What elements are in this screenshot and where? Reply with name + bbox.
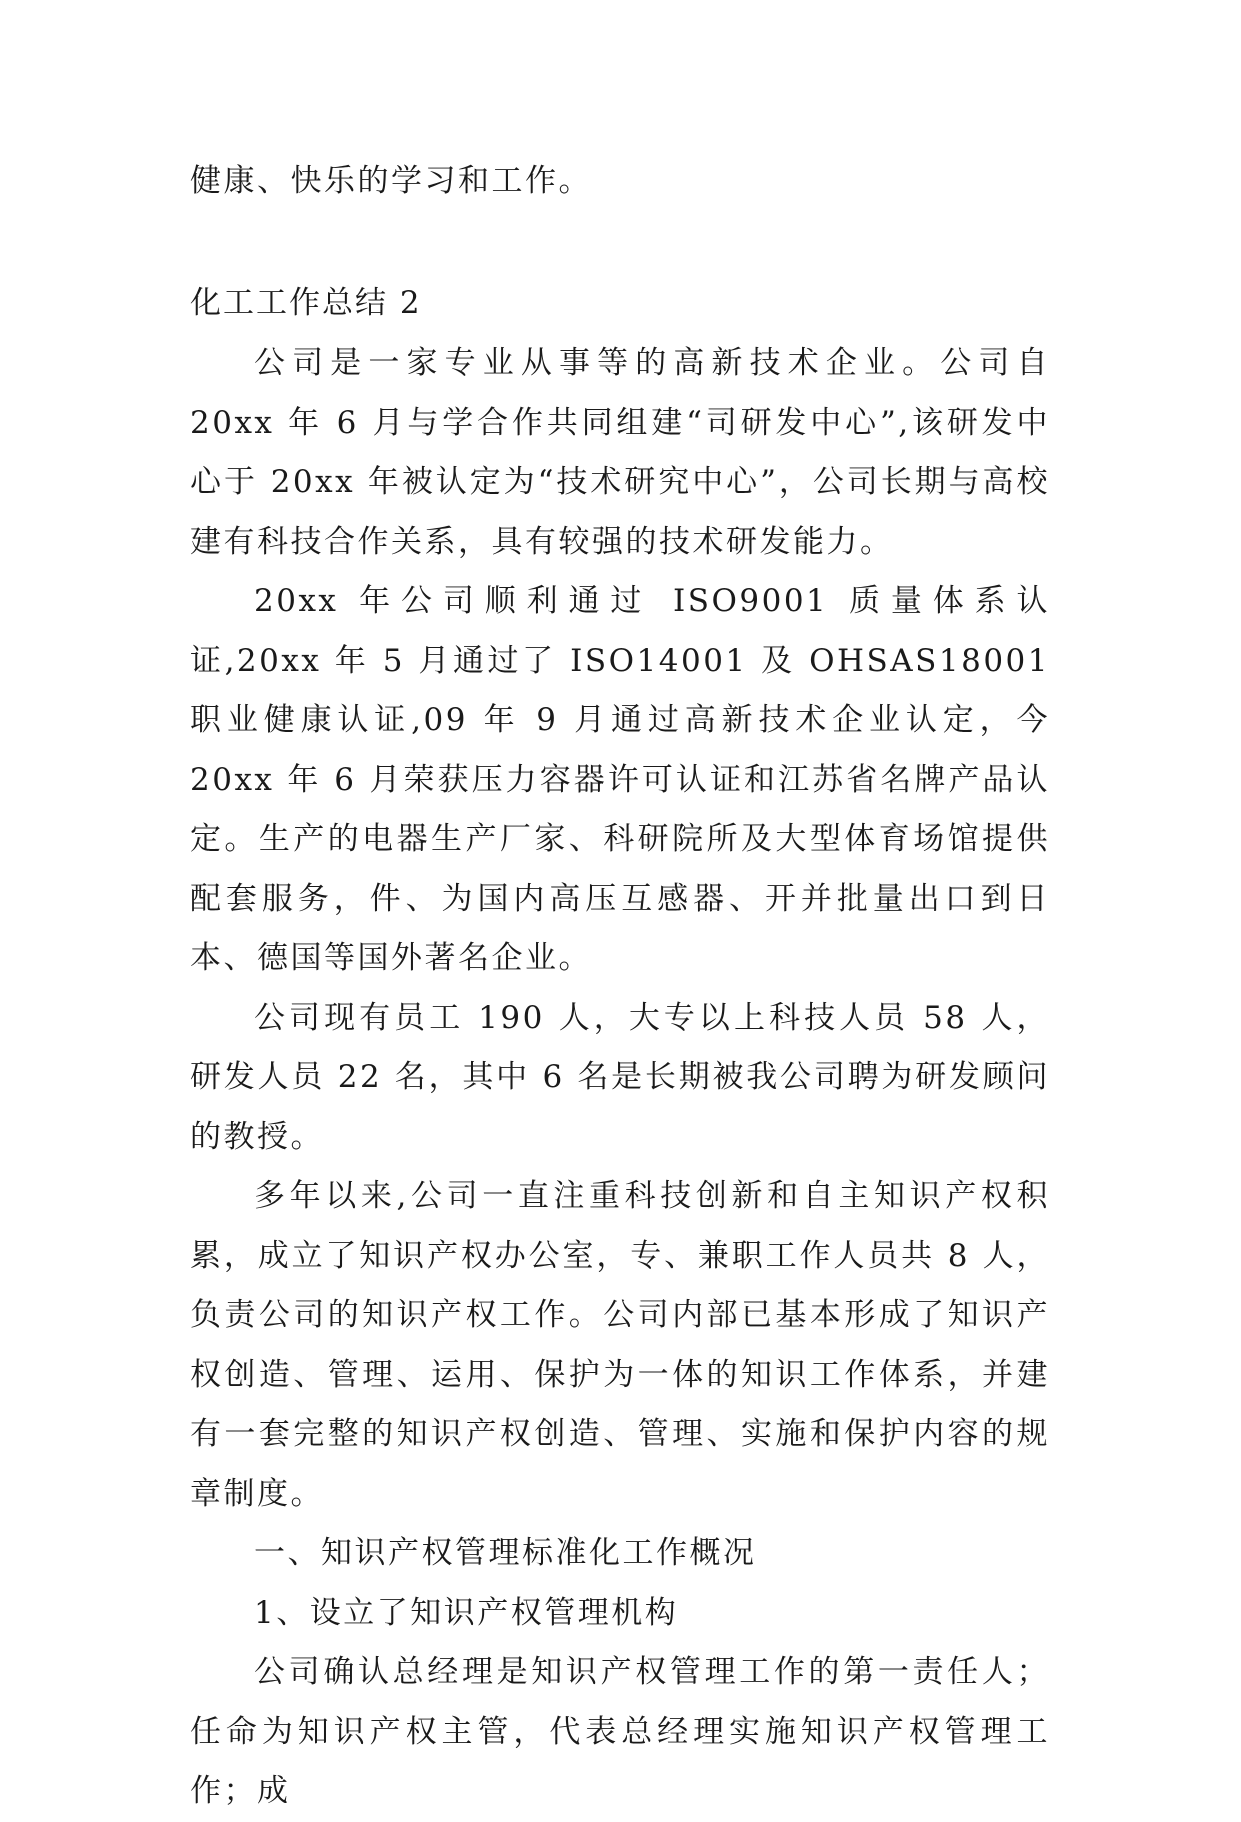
closing-line: 健康、快乐的学习和工作。 bbox=[190, 163, 592, 199]
paragraph-subheading-overview: 一、知识产权管理标准化工作概况 bbox=[254, 1535, 757, 1571]
paragraph-responsibility: 公司确认总经理是知识产权管理工作的第一责任人；任命为知识产权主管，代表总经理实施知识产权管理工作；成 bbox=[190, 1654, 1050, 1809]
paragraph-subheading-institution: 1、设立了知识产权管理机构 bbox=[254, 1594, 679, 1631]
section-heading: 化工工作总结 2 bbox=[190, 285, 422, 321]
paragraph-certifications: 20xx 年公司顺利通过 ISO9001 质量体系认证,20xx 年 5 月通过了 ISO14001 及 OHSAS18001 职业健康认证,09 年 9 月通过高新技术企业认定，今 20xx 年 6 月荣获压力容器许可认证和江苏省名牌产品认定。生产的电器生产厂家、科研院所及大型体育场馆提供配套服务，件、为国内高压互感器、开并批量出口到日本、德国等国外著名企业。 bbox=[190, 583, 1050, 976]
paragraph-company-intro: 公司是一家专业从事等的高新技术企业。公司自 20xx 年 6 月与学合作共同组建“司研发中心”,该研发中心于 20xx 年被认定为“技术研究中心”，公司长期与高校建有科技合作关系，具有较强的技术研发能力。 bbox=[190, 345, 1050, 560]
body-text bbox=[190, 334, 1050, 1822]
paragraph-ip-accumulation: 多年以来,公司一直注重科技创新和自主知识产权积累，成立了知识产权办公室，专、兼职工作人员共 8 人，负责公司的知识产权工作。公司内部已基本形成了知识产权创造、管理、运用、保护为一体的知识工作体系，并建有一套完整的知识产权创造、管理、实施和保护内容的规章制度。 bbox=[190, 1178, 1050, 1512]
paragraph-staff: 公司现有员工 190 人，大专以上科技人员 58 人，研发人员 22 名，其中 6 名是长期被我公司聘为研发顾问的教授。 bbox=[190, 999, 1050, 1155]
